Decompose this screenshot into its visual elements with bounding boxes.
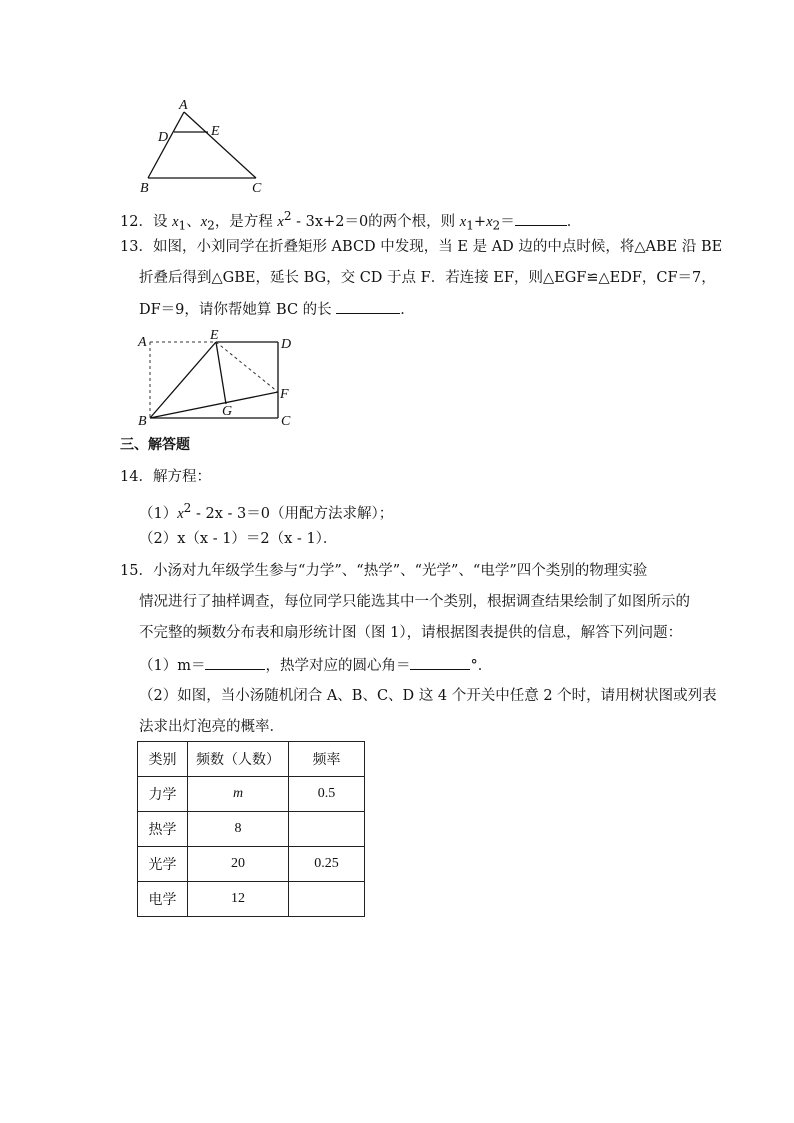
q12-x1: x (172, 213, 179, 230)
q15-line2: 情况进行了抽样调查，每位同学只能选其中一个类别，根据调查结果绘制了如图所示的 (139, 594, 690, 610)
table-cell: 力学 (138, 777, 188, 812)
q14-part1: $(1)x^2 - 2x - 3=0$（用配方法求解）； (139, 501, 394, 522)
table-cell: 电学 (138, 882, 188, 917)
segment-eg (216, 342, 226, 404)
q15-m-blank[interactable] (205, 655, 265, 670)
q13-line1: 13．如图，小刘同学在折叠矩形 ABCD 中发现，当 E 是 AD 边的中点时候，将△ABE 沿 BE (120, 239, 723, 255)
table-row (138, 847, 365, 882)
table-cell: m (188, 777, 289, 812)
table-header: 频数（人数） (188, 742, 289, 777)
table-row (138, 882, 365, 917)
table-cell: 8 (188, 812, 289, 847)
q12-tail: ＝ (500, 213, 515, 230)
label-b: B (138, 414, 147, 429)
q15-part2-line1: （2）如图，当小汤随机闭合 A、B、C、D 这 4 个开关中任意 2 个时，请用树状图或列表 (139, 688, 717, 704)
q12-end: ． (566, 213, 582, 230)
label-a: A (179, 98, 188, 113)
table-header: 类别 (138, 742, 188, 777)
q13-line3 (139, 299, 415, 320)
table-cell (289, 882, 365, 917)
side-ac (184, 112, 256, 178)
q12-plus: + (473, 213, 487, 230)
table-cell: 20 (188, 847, 289, 882)
section-title: 三、解答题 (120, 437, 190, 453)
label-b: B (140, 181, 149, 196)
label-e: E (211, 124, 220, 139)
q12-prefix: 12．设 (120, 213, 173, 230)
q15-line3: 不完整的频数分布表和扇形统计图（图 1），请根据图表提供的信息，解答下列问题： (139, 625, 683, 641)
q14-title: 14．解方程： (120, 469, 211, 485)
q12-mid: ，是方程 (214, 213, 278, 230)
q12-sum-b: x (486, 213, 493, 230)
q12-sum-a: x (459, 213, 467, 230)
q14-part1-rest: - 2x - 3＝0（用配方法求解）； (191, 505, 394, 522)
q15-part2-line2: 法求出灯泡亮的概率． (139, 719, 284, 735)
table-header: 频率 (289, 742, 365, 777)
q13-line2: 折叠后得到△GBE，延长 BG，交 CD 于点 F．若连接 EF，则△EGF≌△EDF，CF＝7， (139, 270, 716, 286)
table-cell: 热学 (138, 812, 188, 847)
table-cell (289, 812, 365, 847)
question-12: 12．设 $x_1$、$x_2$，是方程 $x^2 - 3x+2=0$的两个根，则 $x_1+x_2=$ ． (120, 209, 582, 233)
table-row (138, 777, 365, 812)
q12-answer-blank[interactable] (515, 211, 567, 226)
triangle-figure (130, 98, 280, 198)
q15-part1-m-label: （1）m＝ (139, 658, 206, 674)
label-c: C (252, 181, 262, 196)
label-c: C (281, 414, 291, 429)
q12-eq-x: x (277, 213, 284, 230)
q12-x2: x (200, 213, 208, 230)
label-a: A (138, 335, 147, 350)
table-cell: 0.5 (289, 777, 365, 812)
label-e: E (210, 330, 219, 343)
label-f: F (280, 387, 289, 402)
q12-eq-rest: - 3x+2＝0的两个根，则 (291, 213, 460, 230)
q13-answer-blank[interactable] (336, 299, 400, 314)
table-header-row (138, 742, 365, 777)
q13-line3-end: ． (400, 302, 415, 318)
frequency-table (137, 741, 365, 917)
q14-part1-prefix: （1） (139, 505, 178, 522)
side-ab (148, 112, 184, 178)
label-g: G (222, 404, 233, 419)
q14-part1-x: x (177, 505, 184, 522)
q15-line1: 15．小汤对九年级学生参与“力学”、“热学”、“光学”、“电学”四个类别的物理实验 (120, 563, 648, 579)
segment-ef-dashed (216, 342, 278, 392)
q13-line3-text: DF＝9，请你帮她算 BC 的长 (139, 302, 332, 318)
q12-sep: 、 (186, 213, 201, 230)
q15-part1 (139, 655, 492, 676)
label-d: D (158, 130, 169, 145)
table-row (138, 812, 365, 847)
table-cell: 0.25 (289, 847, 365, 882)
q14-part2: （2）x（x - 1）＝2（x - 1）． (139, 531, 338, 547)
label-d: D (281, 337, 292, 352)
q15-part1-end: °． (470, 658, 493, 674)
q15-angle-blank[interactable] (410, 655, 470, 670)
table-cell: 光学 (138, 847, 188, 882)
q15-part1-angle-label: ，热学对应的圆心角＝ (265, 658, 411, 674)
rectangle-fold-figure (134, 330, 304, 430)
table-cell: 12 (188, 882, 289, 917)
